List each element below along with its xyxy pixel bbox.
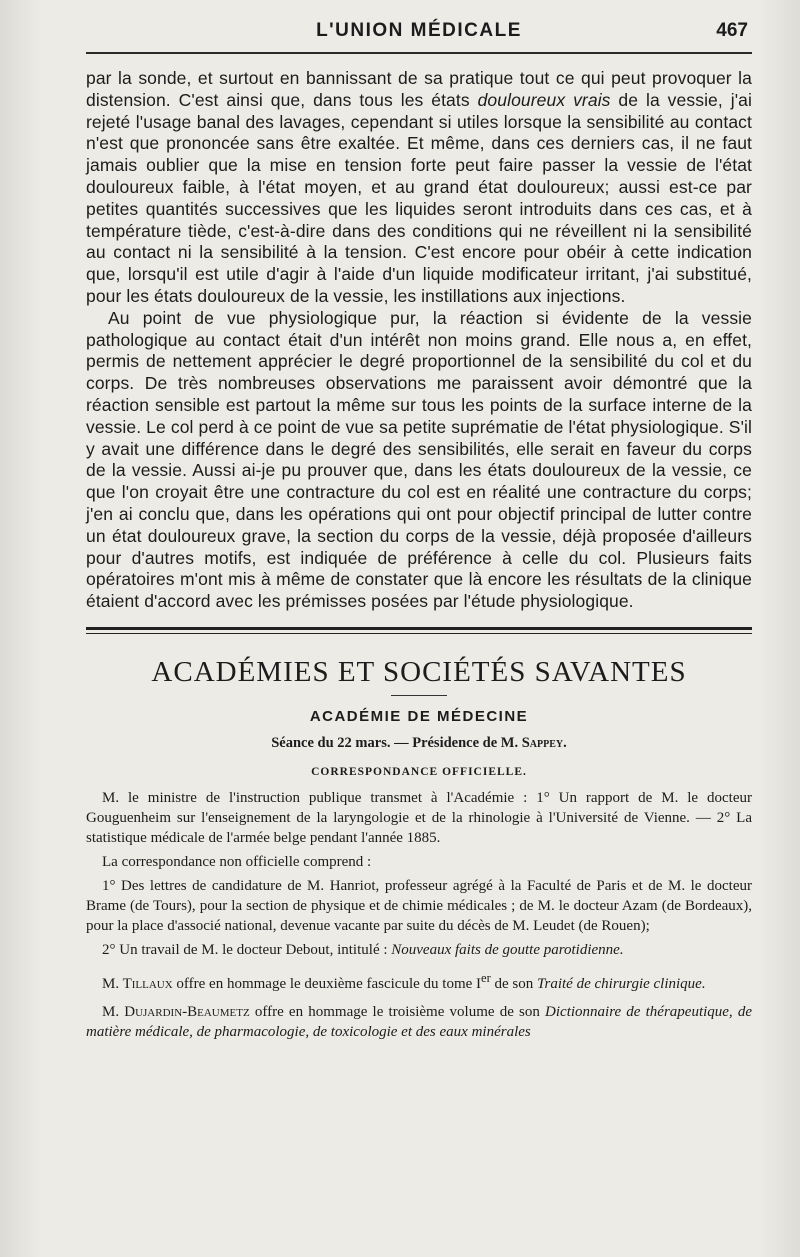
minutes-paragraph-6-mid: offre en hommage le troisième volume de son	[249, 1003, 546, 1020]
minutes-paragraph-5-after: de son	[490, 975, 537, 992]
minutes-paragraph-4-lead: 2° Un travail de M. le docteur Debout, intitulé :	[102, 941, 392, 958]
correspondence-heading: CORRESPONDANCE OFFICIELLE.	[311, 765, 527, 778]
body-paragraph-1-emphasis: douloureux vrais	[477, 89, 611, 110]
page-number: 467	[716, 20, 748, 41]
academy-title: ACADÉMIE DE MÉDECINE	[309, 707, 529, 725]
minutes-paragraph-6-title: Dictionnaire de thérapeutique, de matière médicale, de pharmacologie, de toxicologie et des eaux minérales	[86, 1003, 753, 1040]
session-line	[86, 735, 752, 752]
minutes-paragraph-4	[86, 940, 752, 960]
minutes-text	[86, 788, 752, 1042]
running-head	[86, 14, 752, 48]
section-divider	[86, 627, 752, 634]
heading-short-rule	[391, 695, 447, 696]
minutes-paragraph-5-name: M. Tillaux	[102, 975, 173, 992]
body-paragraph-1-tail: de la vessie, j'ai rejeté l'usage banal des lavages, cependant si utiles lorsque la sensibilité au contact n'est que prononcée sans être exaltée. Et même, dans ces derniers cas, il ne faut jamais oublier que la mise en tension forte peut faire passer la vessie de l'état douloureux faible, à l'état moyen, et au grand état douloureux; aussi est-ce par petites quantités successives que les liquides seront introduits dans ces cas, et à température tiède, c'est-à-dire dans des conditions qui ne réveillent ni la sensibilité au contact ni la sensibilité à la tension. C'est encore pour obéir à cette indication que, lorsqu'il est utile d'agir à l'aide d'un liquide modificateur irritant, j'ai substitué, pour les états douloureux de la vessie, les instillations aux injections.	[86, 89, 752, 306]
running-title: L'UNION MÉDICALE	[316, 20, 522, 41]
section-heading: ACADÉMIES ET SOCIÉTÉS SAVANTES	[151, 655, 687, 688]
minutes-paragraph-6-name: M. Dujardin-Beaumetz	[102, 1003, 250, 1020]
minutes-paragraph-5	[86, 968, 752, 994]
session-president: Sappey.	[521, 734, 567, 751]
minutes-paragraph-3: 1° Des lettres de candidature de M. Hanriot, professeur agrégé à la Faculté de Paris et de M. le docteur Brame (de Tours), pour la section de physique et de chimie médicales ; de M. le docteur Azam (de Bordeaux), pour la place d'associé national, devenue vacante par suite du décès de M. Leudet (de Rouen);	[86, 877, 752, 934]
minutes-paragraph-1: M. le ministre de l'instruction publique transmet à l'Académie : 1° Un rapport de M. le docteur Gouguenheim sur l'enseignement de la laryngologie et de la rhinologie à l'Université de Vienne. — 2° La statistique médicale de l'armée belge pendant l'année 1885.	[86, 789, 752, 846]
session-prefix: Séance du 22 mars. — Présidence de M.	[271, 734, 522, 751]
minutes-paragraph-5-title: Traité de chirurgie clinique.	[537, 975, 706, 992]
article-body	[86, 68, 752, 613]
body-paragraph-2: Au point de vue physiologique pur, la réaction si évidente de la vessie pathologique au contact était d'un intérêt non moins grand. Elle nous a, en effet, permis de nettement apprécier le degré proportionnel de la sensibilité du col et du corps. De très nombreuses observations me paraissent avoir démontré que la réaction sensible est partout la même sur tous les points de la surface interne de la vessie. Le col perd à ce point de vue sa petite suprématie de l'état physiologique. S'il y avait une différence dans le degré des sensibilités, elle serait en faveur du corps de la vessie. Aussi ai-je pu prouver que, dans les états douloureux de la vessie, ce que l'on croyait être une contracture du col est en réalité une contracture du corps; j'en ai conclu que, dans les opérations qui ont pour objectif principal de lutter contre un état douloureux grave, la section du corps de la vessie, déjà proposée d'ailleurs pour d'autres motifs, est indiquée de préférence à celle du col. Plusieurs faits opératoires m'ont mis à même de constater que là encore les résultats de la clinique étaient d'accord avec les prémisses posées par l'étude physiologique.	[86, 307, 752, 612]
minutes-paragraph-5-sup: er	[481, 970, 491, 985]
body-paragraph-1-lead: par la sonde, et surtout en bannissant de sa pratique tout ce qui peut provoquer la distension. C'est ainsi que, dans tous les états	[86, 68, 752, 110]
header-rule	[86, 52, 752, 54]
body-paragraph-1	[86, 68, 752, 308]
minutes-paragraph-4-title: Nouveaux faits de goutte parotidienne.	[391, 941, 624, 958]
minutes-paragraph-5-mid: offre en hommage le deuxième fascicule du tome I	[172, 975, 482, 992]
minutes-paragraph-6	[86, 1002, 752, 1042]
minutes-paragraph-2: La correspondance non officielle comprend :	[102, 853, 372, 870]
